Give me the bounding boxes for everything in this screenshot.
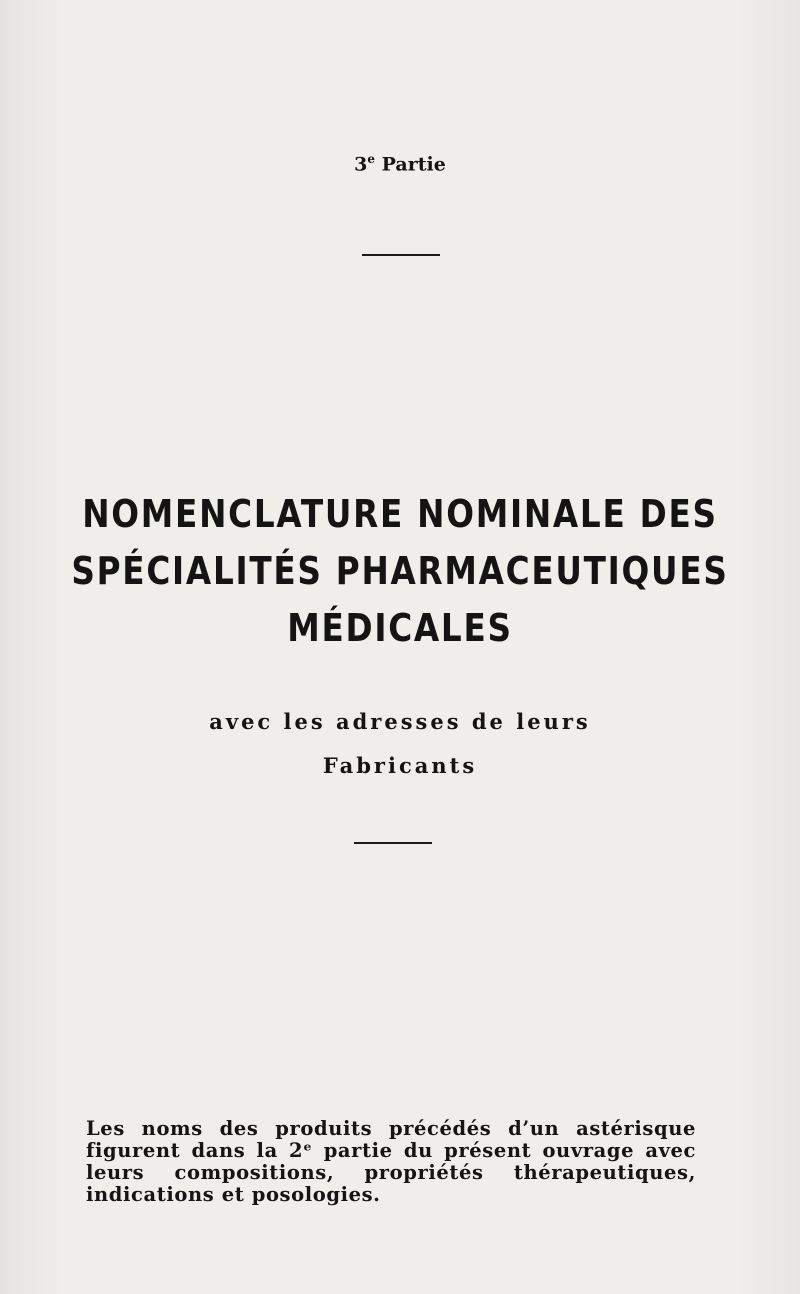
bottom-divider	[354, 842, 432, 844]
page-subtitle	[0, 700, 800, 788]
footnote-paragraph: Les noms des produits précédés d’un astérisque figurent dans la 2ᵉ partie du présent ouvrage avec leurs compositions, propriétés thérapeutiques, indications et posologies.	[86, 1117, 696, 1206]
page-title	[56, 486, 744, 657]
part-number: 3	[354, 153, 368, 176]
part-heading	[0, 152, 800, 175]
title-line-3: MÉDICALES	[287, 606, 513, 650]
part-label-text: Partie	[381, 153, 446, 176]
subtitle-line-1: avec les adresses de leurs	[209, 709, 591, 734]
title-line-2: SPÉCIALITÉS PHARMACEUTIQUES	[71, 549, 729, 593]
part-number-suffix: e	[367, 152, 376, 166]
subtitle-line-2: Fabricants	[322, 753, 478, 778]
top-divider	[362, 254, 440, 256]
title-line-1: NOMENCLATURE NOMINALE DES	[82, 492, 718, 536]
